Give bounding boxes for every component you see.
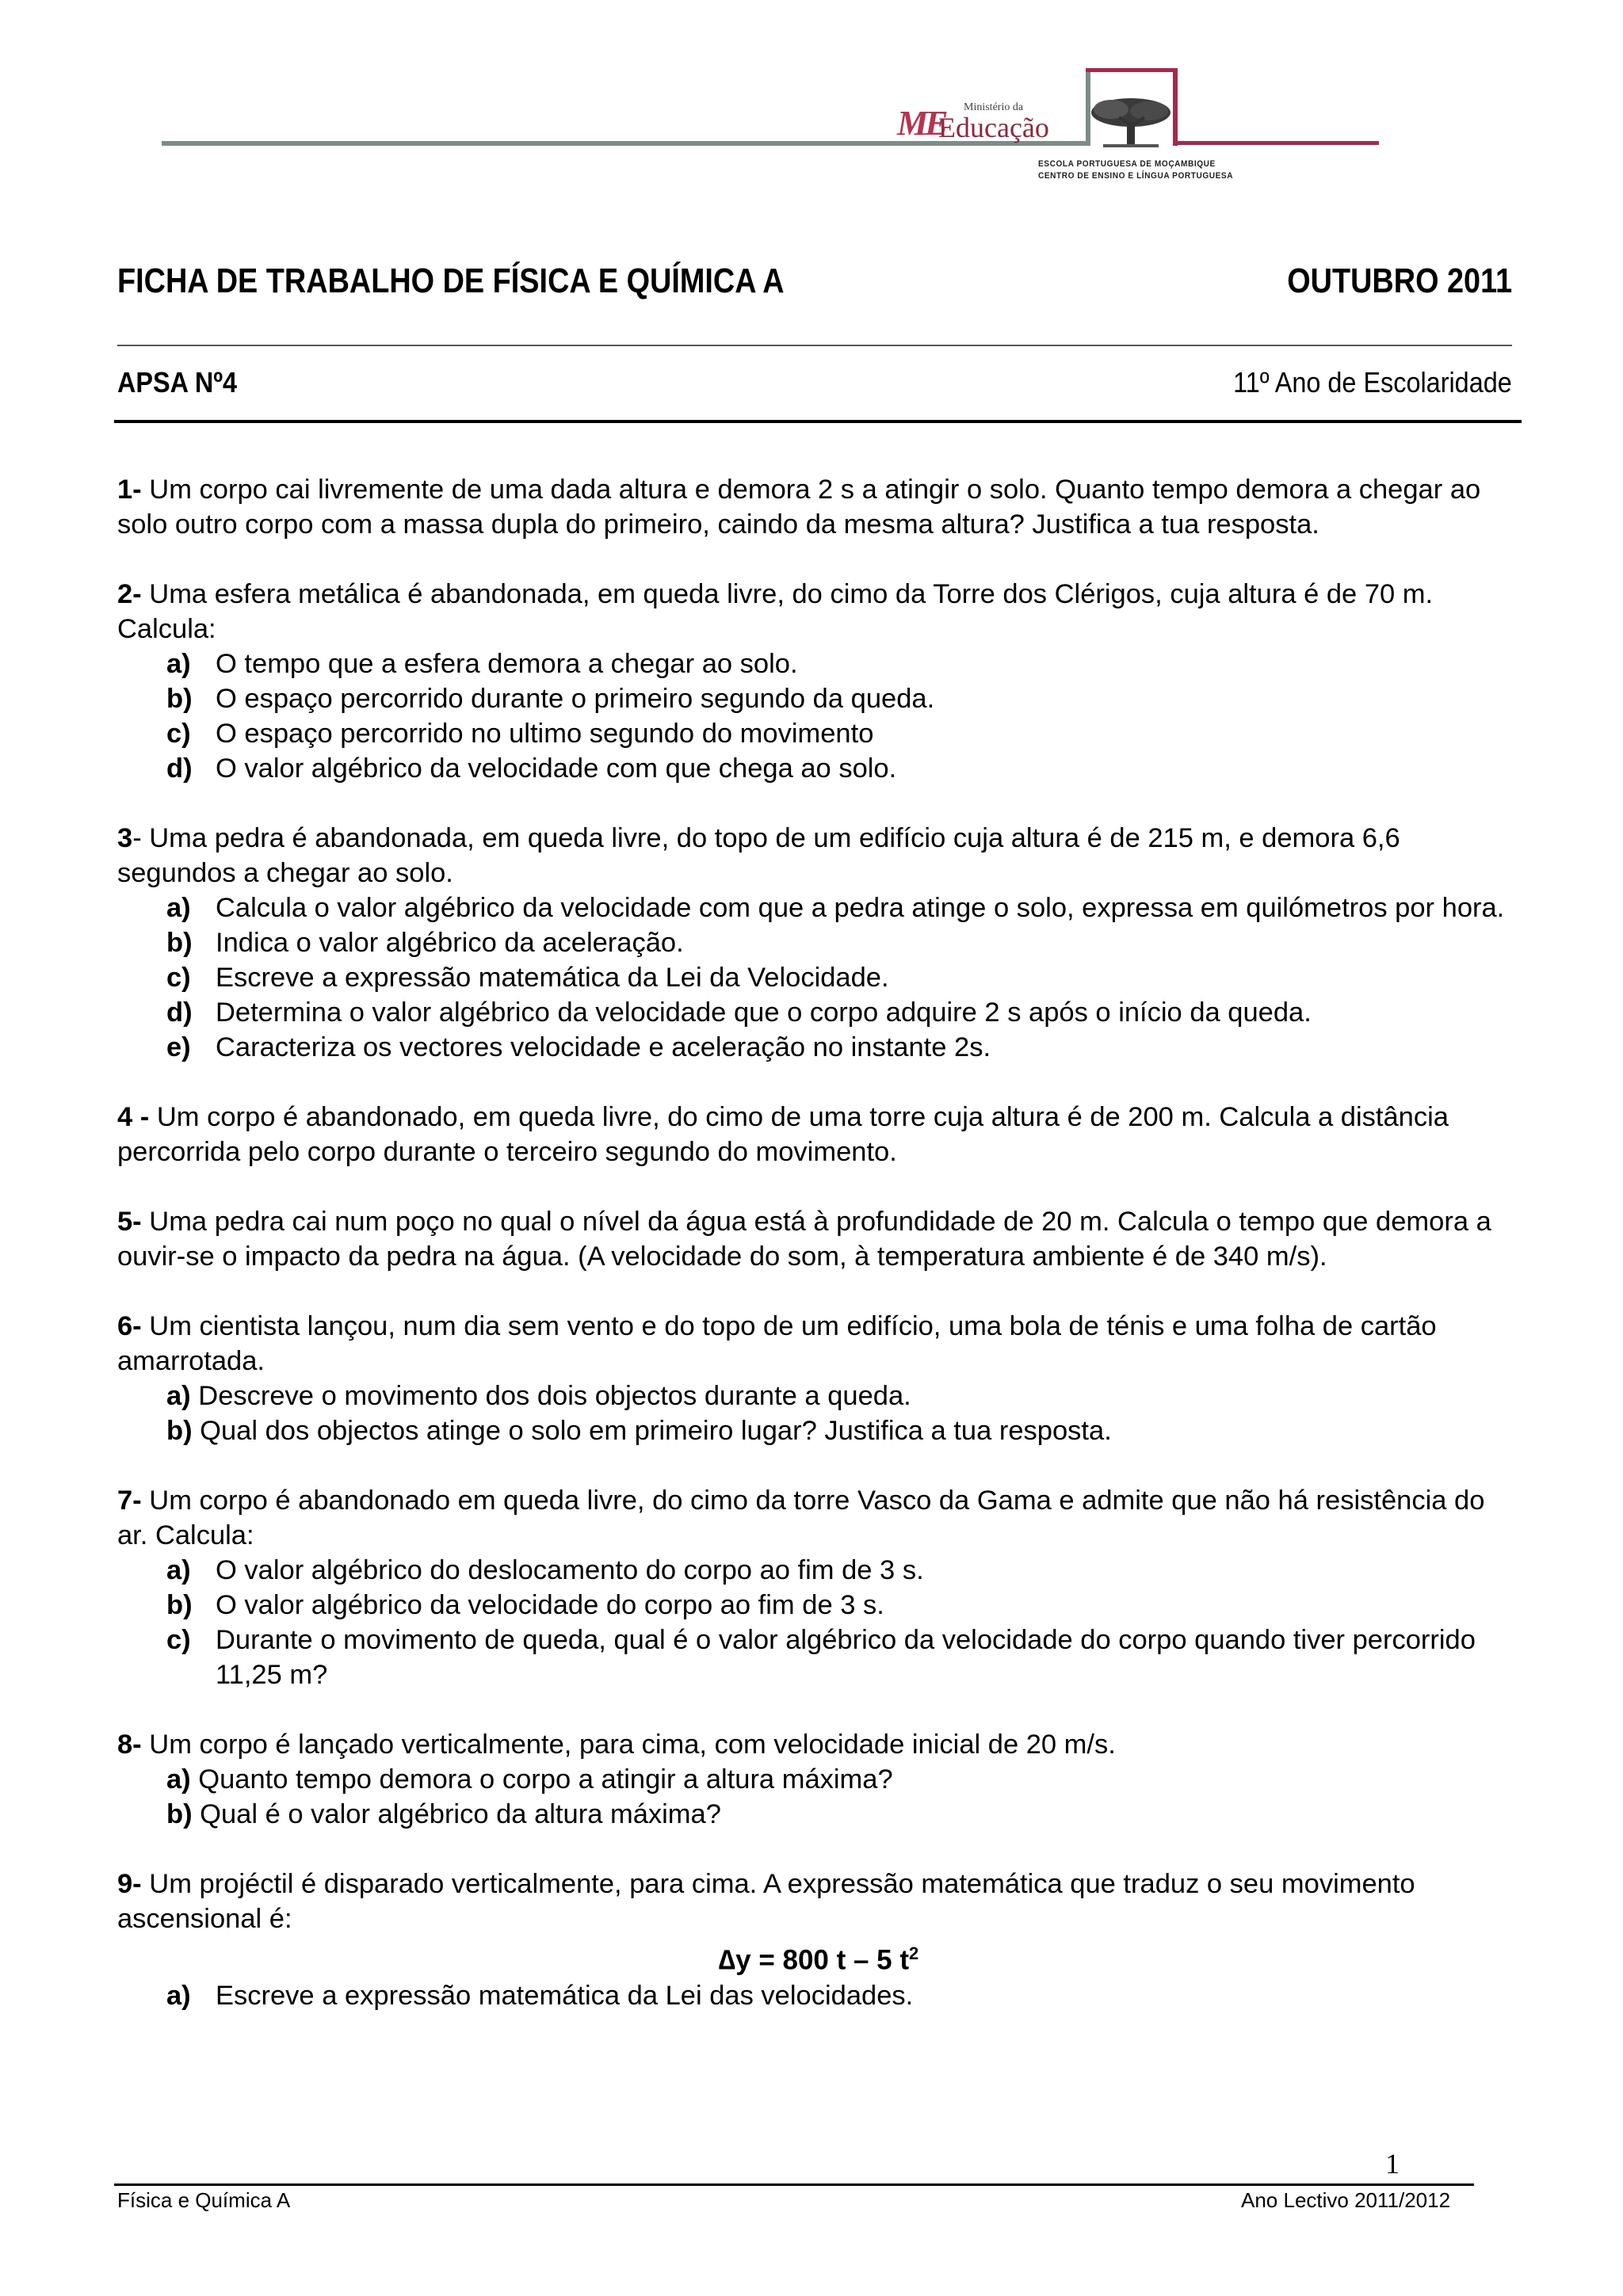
document-date: OUTUBRO 2011	[1287, 261, 1512, 300]
sub-question	[117, 1978, 1520, 2013]
question-number: 1-	[117, 475, 142, 505]
ministry-mark: ME	[897, 104, 945, 143]
motion-equation	[117, 1936, 1520, 1978]
sub-question-label: a)	[166, 1980, 191, 2011]
sub-question-label: d)	[166, 997, 193, 1028]
sub-question	[117, 1553, 1520, 1588]
sub-question-label: b)	[166, 1799, 193, 1829]
questions-list	[117, 472, 1520, 2048]
worksheet-number: APSA Nº4	[117, 366, 238, 399]
school-name-line2: CENTRO DE ENSINO E LÍNGUA PORTUGUESA	[1038, 171, 1234, 181]
question-number: 6-	[117, 1311, 142, 1341]
sub-question	[117, 925, 1520, 960]
sub-question-label: b)	[166, 684, 193, 714]
footer-divider	[114, 2183, 1474, 2186]
question-8	[117, 1727, 1520, 1832]
school-name-line1: ESCOLA PORTUGUESA DE MOÇAMBIQUE	[1038, 159, 1216, 169]
footer-subject: Física e Química A	[117, 2188, 291, 2212]
question-number: 3	[117, 823, 133, 853]
question-text: Uma esfera metálica é abandonada, em queda livre, do cimo da Torre dos Clérigos, cuja altura é de 70 m. Calcula:	[117, 579, 1434, 644]
sub-question	[117, 1623, 1520, 1692]
sub-question-text: O valor algébrico da velocidade com que chega ao solo.	[216, 753, 897, 784]
question-text: Uma pedra cai num poço no qual o nível da água está à profundidade de 20 m. Calcula o tempo que demora a ouvir-se o impacto da pedra na água. (A velocidade do som, à temperatura ambiente é de 340 m/s).	[117, 1207, 1491, 1272]
sub-question	[117, 1379, 1520, 1413]
sub-question	[117, 1413, 1520, 1448]
sub-question-label: b)	[166, 1416, 193, 1446]
sub-question	[117, 1588, 1520, 1623]
question-2	[117, 577, 1520, 786]
ministry-small-text: Ministério da	[964, 101, 1024, 113]
sub-question	[117, 960, 1520, 995]
sub-question-label: a)	[166, 1764, 191, 1794]
sub-question-label: b)	[166, 1590, 193, 1620]
sub-question-text: Quanto tempo demora o corpo a atingir a altura máxima?	[190, 1764, 893, 1794]
sub-question-text: Caracteriza os vectores velocidade e aceleração no instante 2s.	[216, 1032, 991, 1062]
question-number: 9-	[117, 1869, 142, 1899]
equation-main: ∆y = 800 t – 5 t	[718, 1944, 910, 1976]
sub-question-label: e)	[166, 1032, 191, 1062]
sub-question	[117, 716, 1520, 751]
question-9	[117, 1867, 1520, 2013]
sub-question-text: O espaço percorrido durante o primeiro segundo da queda.	[216, 684, 935, 714]
question-text: Um corpo é abandonado, em queda livre, do cimo de uma torre cuja altura é de 200 m. Calcula a distância percorrida pelo corpo durante o terceiro segundo do movimento.	[117, 1102, 1449, 1167]
document-title: FICHA DE TRABALHO DE FÍSICA E QUÍMICA A	[117, 261, 785, 300]
question-number: 8-	[117, 1730, 142, 1760]
sub-question-text: O valor algébrico do deslocamento do corpo ao fim de 3 s.	[216, 1555, 924, 1585]
sub-question-label: a)	[166, 893, 191, 923]
equation-exponent: 2	[909, 1943, 919, 1963]
sub-question-label: a)	[166, 1381, 191, 1411]
question-text: Um corpo é lançado verticalmente, para cima, com velocidade inicial de 20 m/s.	[141, 1730, 1116, 1760]
footer-school-year: Ano Lectivo 2011/2012	[1241, 2188, 1451, 2212]
school-name	[1038, 158, 1233, 182]
ministry-big-text: Educação	[938, 112, 1049, 143]
sub-question-text: O espaço percorrido no ultimo segundo do movimento	[216, 719, 874, 749]
question-number: 7-	[117, 1486, 142, 1516]
question-1	[117, 472, 1520, 542]
sub-question-text: Descreve o movimento dos dois objectos durante a queda.	[190, 1381, 911, 1411]
title-divider	[117, 345, 1512, 346]
sub-question-text: Qual dos objectos atinge o solo em primeiro lugar? Justifica a tua resposta.	[192, 1416, 1112, 1446]
sub-question-label: a)	[166, 649, 191, 679]
header-rule-red-top	[1086, 68, 1177, 72]
page-number: 1	[1385, 2148, 1400, 2180]
question-7	[117, 1483, 1520, 1692]
sub-question	[117, 751, 1520, 786]
sub-question-label: b)	[166, 928, 193, 958]
sub-question	[117, 681, 1520, 716]
ministry-logo	[897, 100, 1087, 144]
sub-question-text: O valor algébrico da velocidade do corpo ao fim de 3 s.	[216, 1590, 884, 1620]
sub-question-label: c)	[166, 963, 191, 993]
question-number: 4 -	[117, 1102, 150, 1132]
question-number: 5-	[117, 1207, 142, 1237]
sub-question	[117, 1030, 1520, 1065]
question-3	[117, 821, 1520, 1065]
question-number: 2-	[117, 579, 142, 609]
sub-question-label: c)	[166, 1625, 191, 1655]
sub-question-text: Qual é o valor algébrico da altura máxima?	[192, 1799, 721, 1829]
header-divider	[114, 420, 1522, 423]
sub-question-text: Durante o movimento de queda, qual é o valor algébrico da velocidade do corpo quando tiver percorrido 11,25 m?	[216, 1625, 1476, 1690]
question-6	[117, 1309, 1520, 1448]
header-rule-red-bottom	[1178, 141, 1379, 145]
sub-question-text: O tempo que a esfera demora a chegar ao solo.	[216, 649, 798, 679]
question-5	[117, 1204, 1520, 1274]
sub-question	[117, 1762, 1520, 1797]
sub-question-text: Escreve a expressão matemática da Lei das velocidades.	[216, 1980, 914, 2011]
sub-question-label: a)	[166, 1555, 191, 1585]
school-year: 11º Ano de Escolaridade	[1233, 366, 1512, 399]
sub-question-label: c)	[166, 719, 191, 749]
sub-question-label: d)	[166, 753, 193, 784]
question-text: Um projéctil é disparado verticalmente, para cima. A expressão matemática que traduz o seu movimento ascensional é:	[117, 1869, 1415, 1934]
sub-question	[117, 891, 1520, 925]
question-text: Um corpo cai livremente de uma dada altura e demora 2 s a atingir o solo. Quanto tempo demora a chegar ao solo outro corpo com a massa dupla do primeiro, caindo da mesma altura? Justifica a tua resposta.	[117, 475, 1481, 540]
sub-question-text: Indica o valor algébrico da aceleração.	[216, 928, 684, 958]
sub-question	[117, 1797, 1520, 1832]
sub-question	[117, 646, 1520, 681]
sub-question-text: Escreve a expressão matemática da Lei da Velocidade.	[216, 963, 889, 993]
sub-question-text: Determina o valor algébrico da velocidade que o corpo adquire 2 s após o início da queda.	[216, 997, 1312, 1028]
sub-question-text: Calcula o valor algébrico da velocidade com que a pedra atinge o solo, expressa em quilómetros por hora.	[216, 893, 1505, 923]
question-text: - Uma pedra é abandonada, em queda livre, do topo de um edifício cuja altura é de 215 m, e demora 6,6 segundos a chegar ao solo.	[117, 823, 1400, 888]
question-4	[117, 1100, 1520, 1169]
question-text: Um corpo é abandonado em queda livre, do cimo da torre Vasco da Gama e admite que não há resistência do ar. Calcula:	[117, 1486, 1485, 1550]
question-text: Um cientista lançou, num dia sem vento e do topo de um edifício, uma bola de ténis e uma folha de cartão amarrotada.	[117, 1311, 1437, 1376]
school-tree-icon	[1087, 93, 1174, 151]
sub-question	[117, 995, 1520, 1030]
